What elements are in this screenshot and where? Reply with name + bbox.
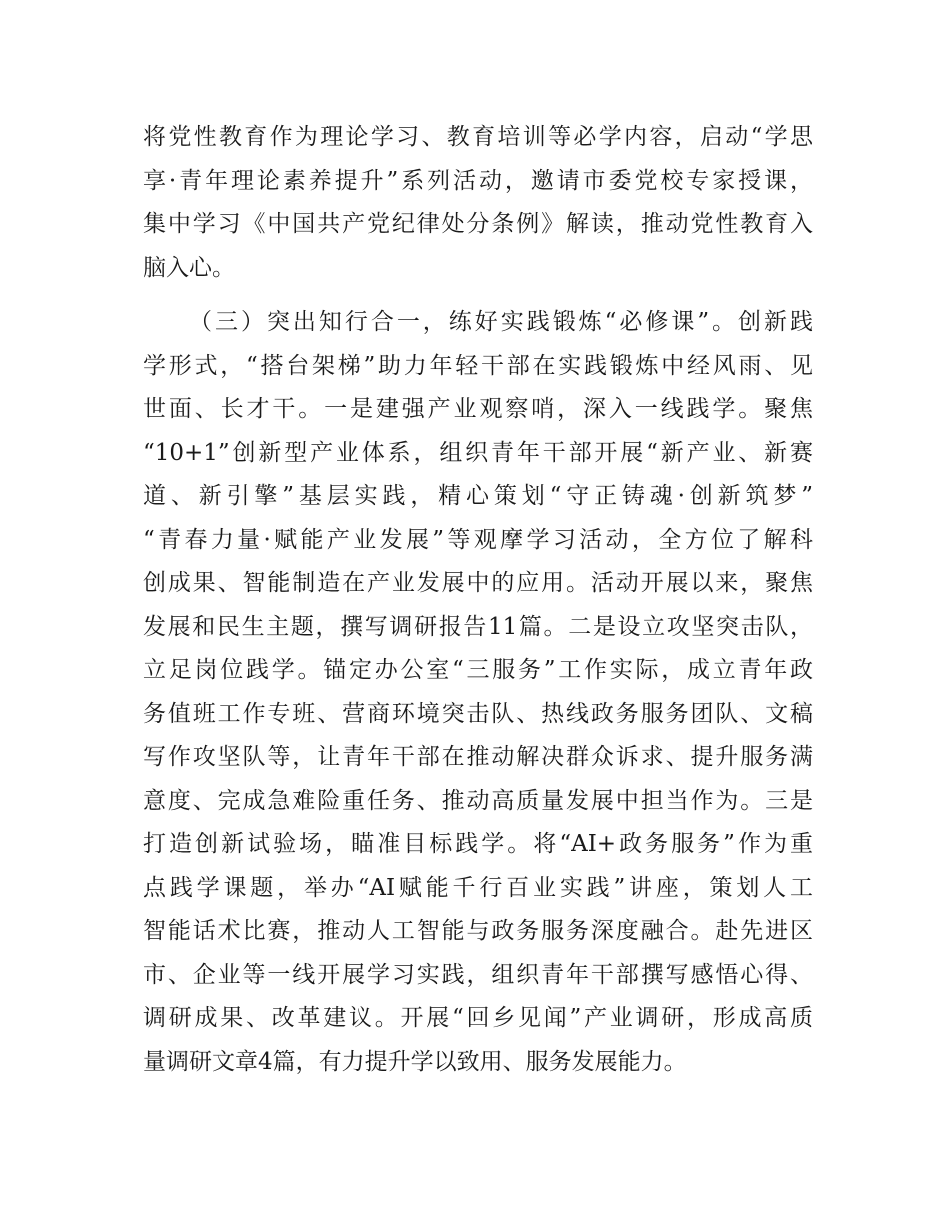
text-line: 意度、完成急难险重任务、推动高质量发展中担当作为。三是 — [143, 787, 813, 814]
text-line: 享·青年理论素养提升”系列活动，邀请市委党校专家授课， — [143, 167, 813, 194]
text-line: “10+1”创新型产业体系，组织青年干部开展“新产业、新赛 — [143, 439, 813, 466]
text-line: 点践学课题，举办“AI赋能千行百业实践”讲座，策划人工 — [143, 874, 813, 901]
text-line: 市、企业等一线开展学习实践，组织青年干部撰写感悟心得、 — [143, 961, 813, 988]
document-body — [143, 116, 813, 1084]
text-line: 创成果、智能制造在产业发展中的应用。活动开展以来，聚焦 — [143, 570, 813, 596]
text-line: 智能话术比赛，推动人工智能与政务服务深度融合。赴先进区 — [143, 918, 813, 944]
text-line: 世面、长才干。一是建强产业观察哨，深入一线践学。聚焦 — [143, 396, 813, 422]
text-line: 立足岗位践学。锚定办公室“三服务”工作实际，成立青年政 — [143, 657, 813, 683]
text-line: 务值班工作专班、营商环境突击队、热线政务服务团队、文稿 — [143, 700, 813, 727]
text-line: 学形式，“搭台架梯”助力年轻干部在实践锻炼中经风雨、见 — [143, 352, 813, 379]
text-line: 写作攻坚队等，让青年干部在推动解决群众诉求、提升服务满 — [143, 744, 813, 770]
text-line: 集中学习《中国共产党纪律处分条例》解读，推动党性教育入 — [143, 211, 813, 237]
text-line: 发展和民生主题，撰写调研报告11篇。二是设立攻坚突击队， — [143, 613, 813, 640]
text-line: “青春力量·赋能产业发展”等观摩学习活动，全方位了解科 — [143, 526, 813, 553]
paragraph-spacer — [143, 290, 813, 301]
text-line: 脑入心。 — [143, 254, 235, 281]
text-line: 打造创新试验场，瞄准目标践学。将“AI+政务服务”作为重 — [143, 831, 813, 857]
text-line: 调研成果、改革建议。开展“回乡见闻”产业调研，形成高质 — [143, 1005, 813, 1031]
text-line-heading: （三）突出知行合一，练好实践锻炼“必修课”。创新践 — [189, 309, 813, 335]
text-line: 量调研文章4篇，有力提升学以致用、服务发展能力。 — [143, 1048, 687, 1075]
text-line: 将党性教育作为理论学习、教育培训等必学内容，启动“学思 — [143, 124, 813, 150]
paragraph-party-education — [143, 116, 813, 290]
paragraph-practice-training — [143, 301, 813, 1084]
text-line: 道、新引擎”基层实践，精心策划“守正铸魂·创新筑梦” — [143, 483, 813, 509]
